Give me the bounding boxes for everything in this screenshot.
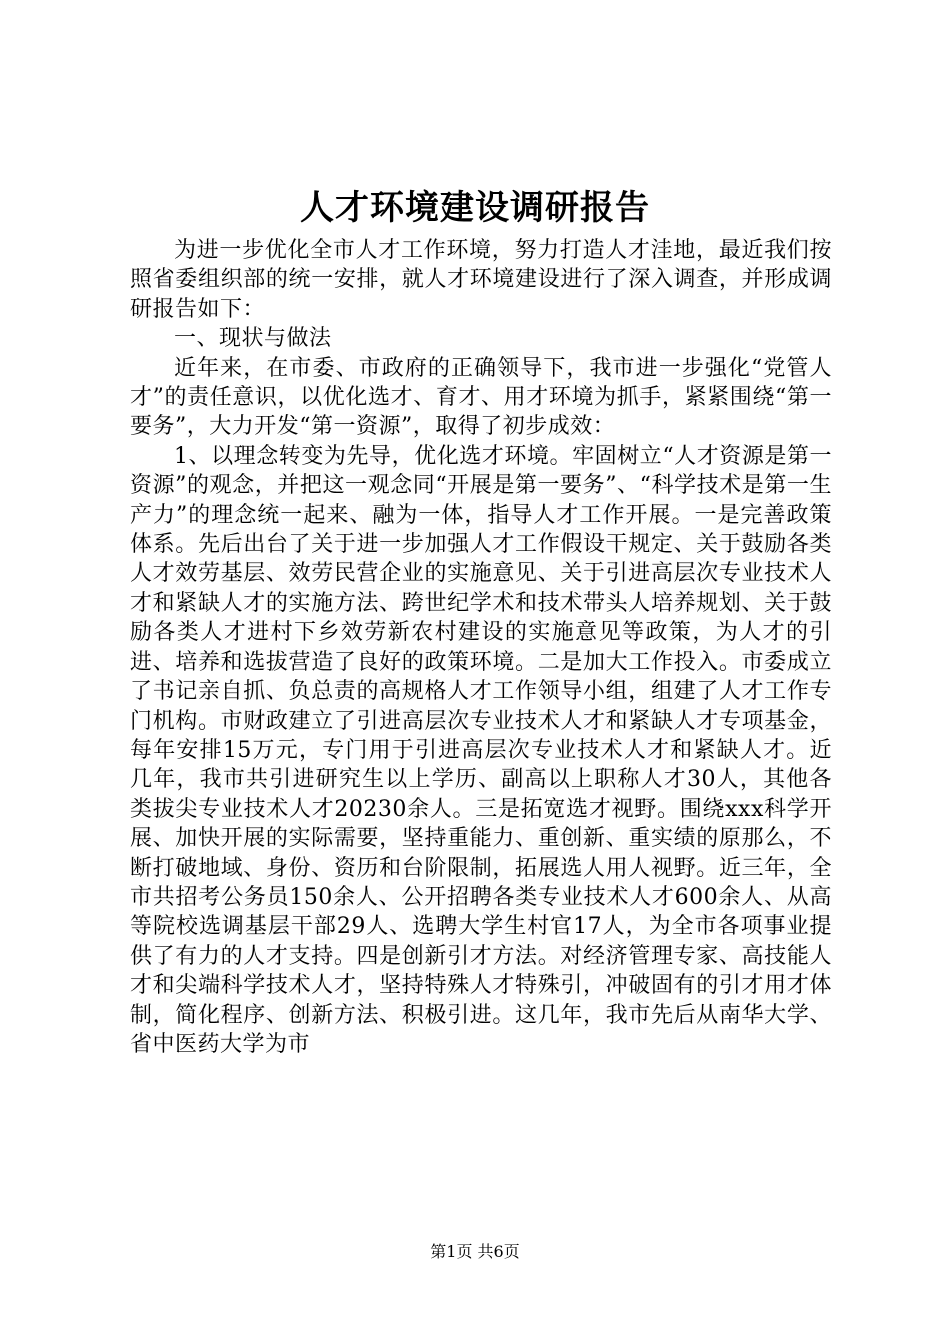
section-heading: 一、现状与做法 (174, 326, 332, 352)
paragraph-overview: 近年来，在市委、市政府的正确领导下，我市进一步强化“党管人才”的责任意识，以优化选才、育才、用才环境为抓手，紧紧围绕“第一要务”，大力开发“第一资源”，取得了初步成效： (130, 355, 832, 440)
paragraph-point-1: 1、以理念转变为先导，优化选才环境。牢固树立“人才资源是第一资源”的观念，并把这一观念同“开展是第一要务”、“科学技术是第一生产力”的理念统一起来、融为一体，指导人才工作开展。一是完善政策体系。先后出台了关于进一步加强人才工作假设干规定、关于鼓励各类人才效劳基层、效劳民营企业的实施意见、关于引进高层次专业技术人才和紧缺人才的实施方法、跨世纪学术和技术带头人培养规划、关于鼓励各类人才进村下乡效劳新农村建设的实施意见等政策，为人才的引进、培养和选拔营造了良好的政策环境。二是加大工作投入。市委成立了书记亲自抓、负总责的高规格人才工作领导小组，组建了人才工作专门机构。市财政建立了引进高层次专业技术人才和紧缺人才专项基金，每年安排15万元，专门用于引进高层次专业技术人才和紧缺人才。近几年，我市共引进研究生以上学历、副高以上职称人才30人，其他各类拔尖专业技术人才20230余人。三是拓宽选才视野。围绕xxx科学开展、加快开展的实际需要，坚持重能力、重创新、重实绩的原那么，不断打破地域、身份、资历和台阶限制，拓展选人用人视野。近三年，全市共招考公务员150余人、公开招聘各类专业技术人才600余人、从高等院校选调基层干部29人、选聘大学生村官17人，为全市各项事业提供了有力的人才支持。四是创新引才方法。对经济管理专家、高技能人才和尖端科学技术人才，坚持特殊人才特殊引，冲破固有的引才用才体制，简化程序、创新方法、积极引进。这几年，我市先后从南华大学、省中医药大学为市 (130, 443, 832, 1057)
document-body (130, 236, 832, 1059)
page-footer: 第1页 共6页 (430, 1242, 520, 1261)
document-title: 人才环境建设调研报告 (300, 188, 650, 228)
paragraph-intro: 为进一步优化全市人才工作环境，努力打造人才洼地，最近我们按照省委组织部的统一安排，就人才环境建设进行了深入调查，并形成调研报告如下： (130, 238, 832, 322)
